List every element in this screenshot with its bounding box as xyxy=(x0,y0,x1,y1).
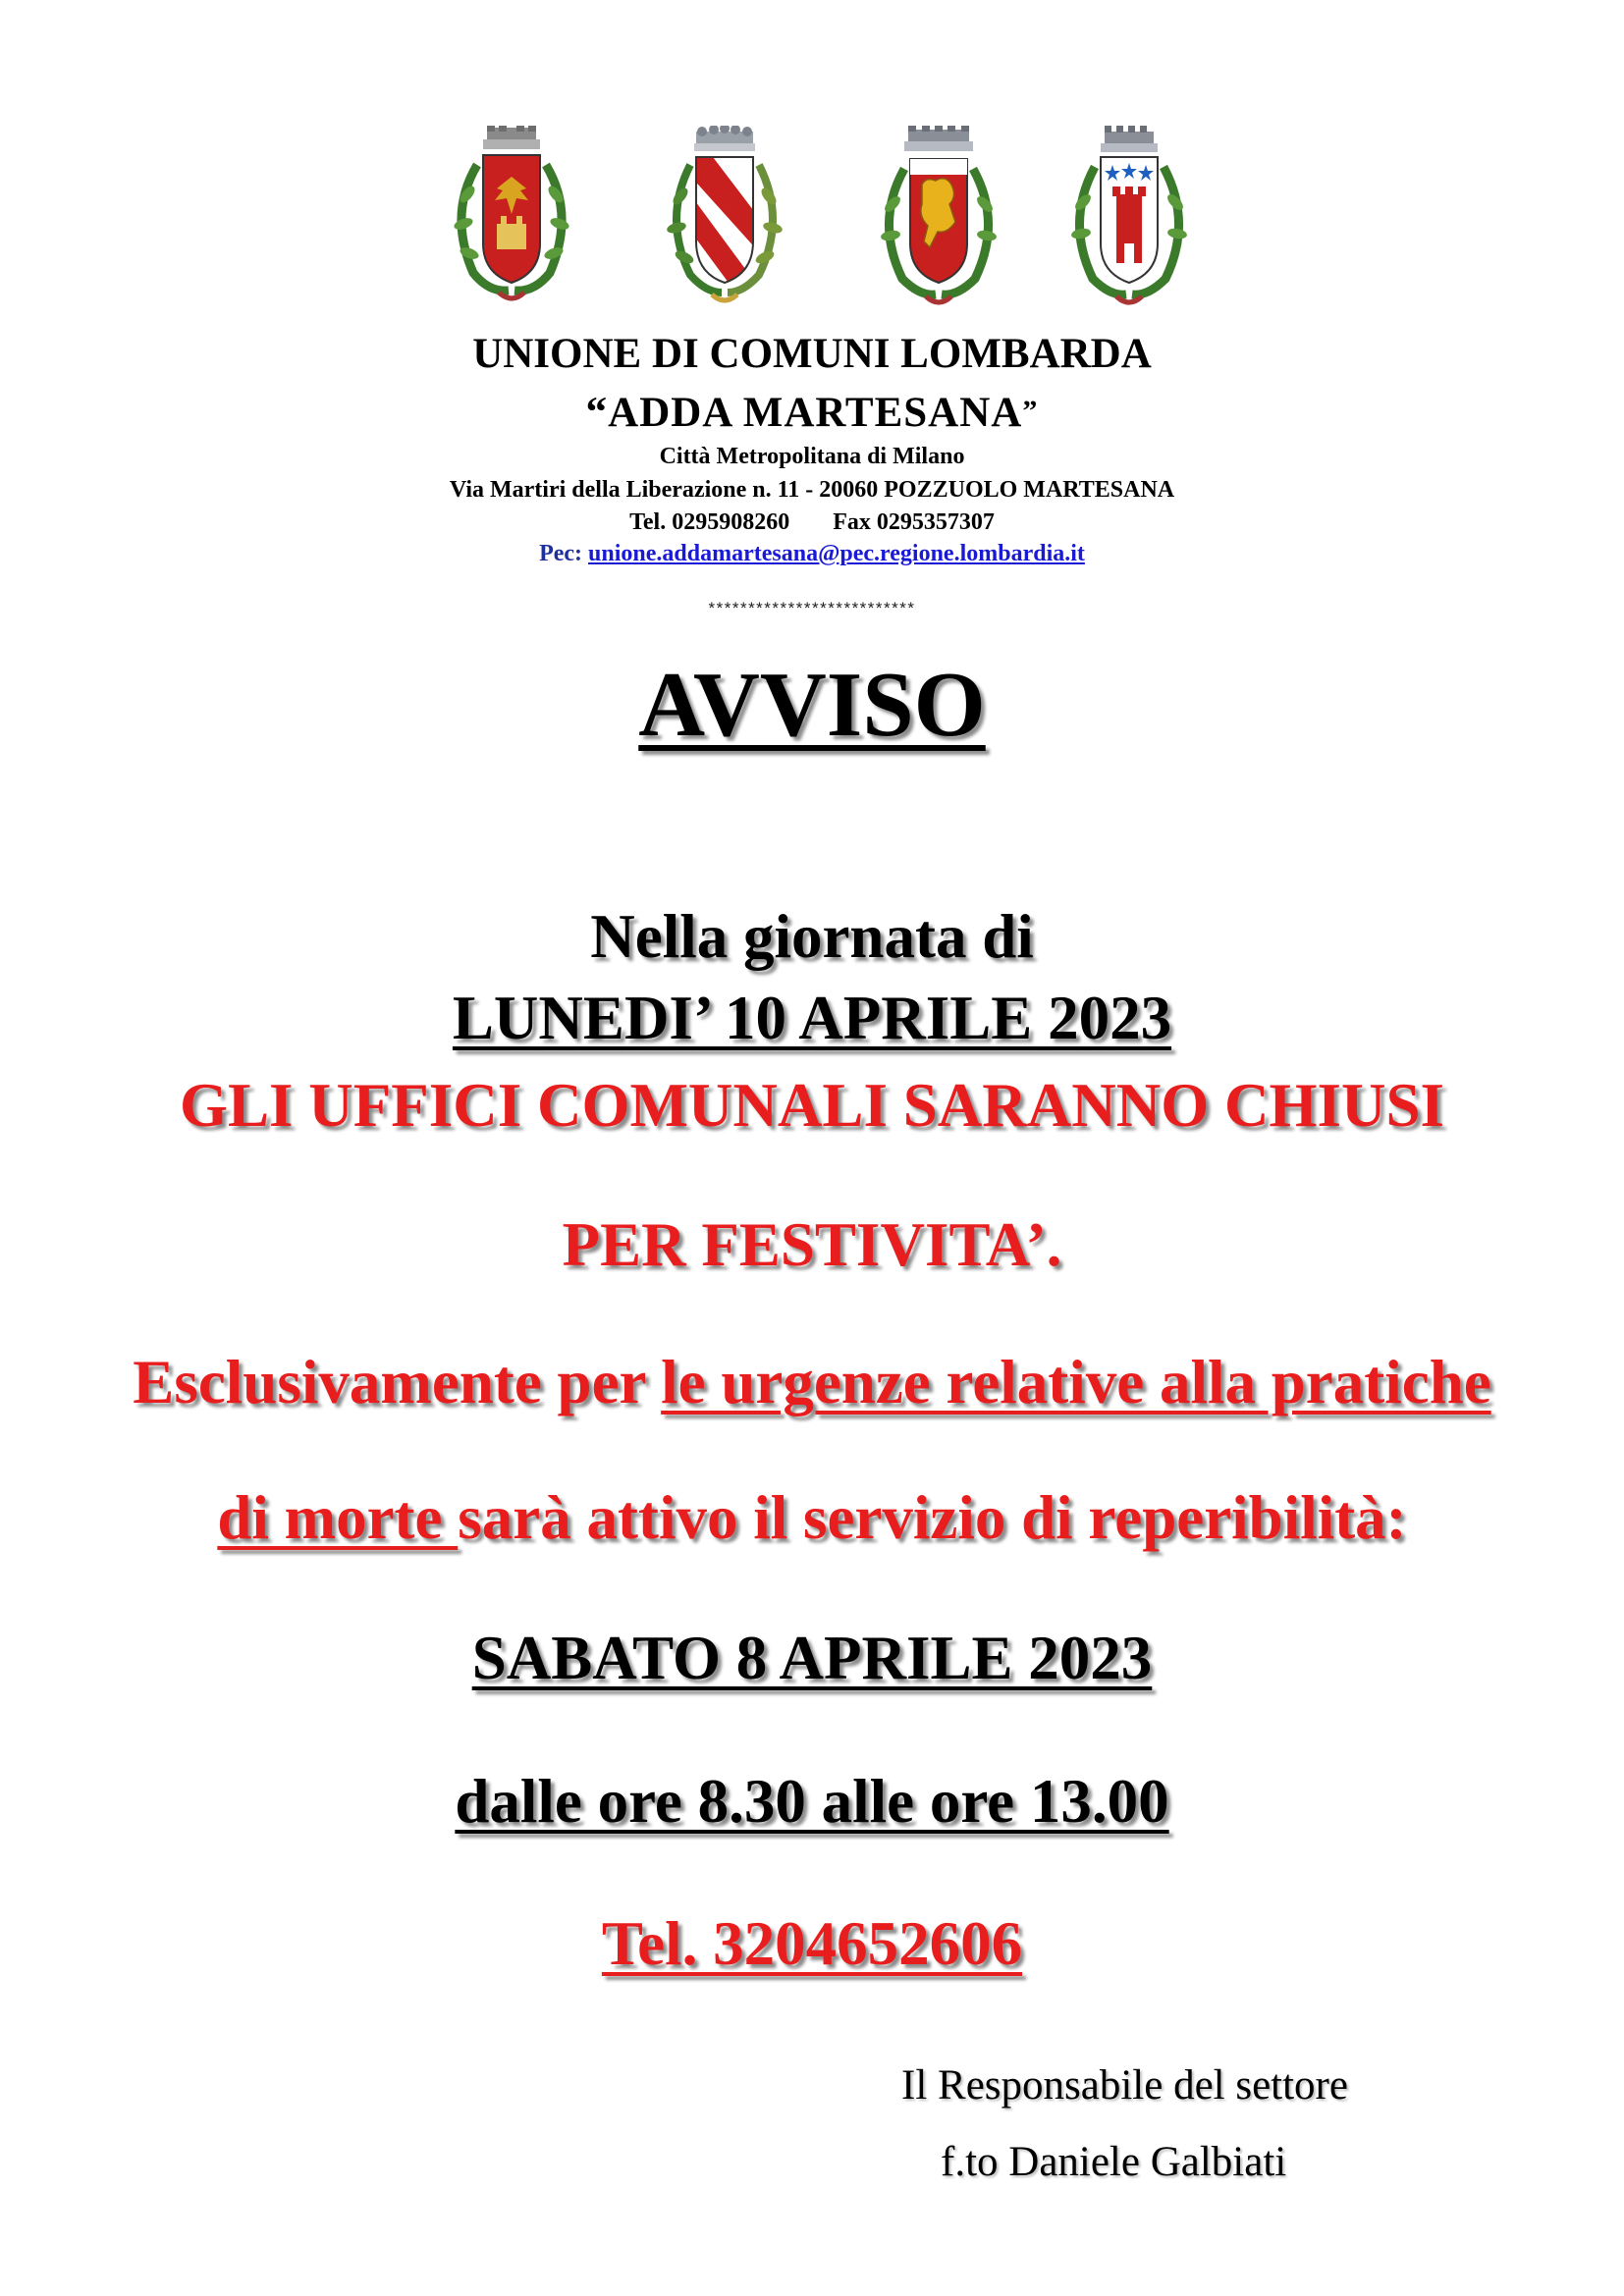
pec-email-link[interactable]: unione.addamartesana@pec.regione.lombardia.it xyxy=(588,541,1085,566)
emergency-prefix: Esclusivamente per xyxy=(133,1348,662,1416)
pec-label: Pec: xyxy=(539,541,583,566)
closure-reason: PER FESTIVITA’. xyxy=(562,1210,1062,1279)
metro-city: Città Metropolitana di Milano xyxy=(659,444,965,469)
emergency-subject: le urgenze relative alla pratiche xyxy=(661,1348,1491,1416)
emergency-service: sarà attivo il servizio di reperibilità: xyxy=(458,1483,1407,1552)
separator: ************************** xyxy=(708,599,916,617)
org-subname-close-quote: ” xyxy=(1022,395,1039,427)
org-name: UNIONE DI COMUNI LOMBARDA xyxy=(472,331,1152,377)
crest-lion-icon xyxy=(865,126,1012,314)
closure-statement: GLI UFFICI COMUNALI SARANNO CHIUSI xyxy=(179,1071,1445,1140)
signature-name: f.to Daniele Galbiati xyxy=(941,2139,1287,2185)
crest-tower-icon xyxy=(1056,126,1203,314)
notice-intro: Nella giornata di xyxy=(590,902,1034,971)
service-hours: dalle ore 8.30 alle ore 13.00 xyxy=(455,1767,1169,1836)
notice-title: AVVISO xyxy=(638,654,986,756)
org-subname xyxy=(0,389,1624,437)
org-subname-text: ADDA MARTESANA xyxy=(608,390,1023,436)
service-phone: Tel. 3204652606 xyxy=(601,1909,1023,1978)
service-day: SABATO 8 APRILE 2023 xyxy=(471,1624,1153,1692)
crest-eagle-icon xyxy=(438,126,585,314)
contacts xyxy=(0,509,1624,536)
crest-stripes-icon xyxy=(651,126,798,314)
emergency-line-2 xyxy=(0,1482,1624,1554)
crests-row xyxy=(0,126,1624,314)
emergency-subject-end: di morte xyxy=(217,1483,459,1552)
address: Via Martiri della Liberazione n. 11 - 20060 POZZUOLO MARTESANA xyxy=(449,477,1175,503)
phone-number: Tel. 0295908260 xyxy=(629,509,790,535)
fax-number: Fax 0295357307 xyxy=(833,509,995,535)
signature-role: Il Responsabile del settore xyxy=(901,2062,1348,2109)
pec-line xyxy=(0,541,1624,567)
org-subname-open-quote: “ xyxy=(585,390,609,436)
closure-date: LUNEDI’ 10 APRILE 2023 xyxy=(452,984,1172,1052)
emergency-line-1 xyxy=(0,1347,1624,1418)
